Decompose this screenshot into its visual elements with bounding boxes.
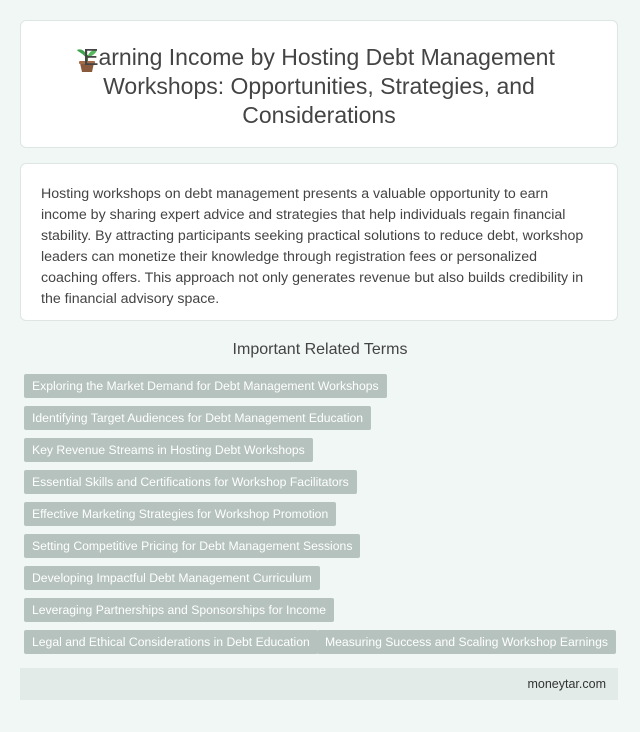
related-term-tag[interactable]: Exploring the Market Demand for Debt Management Workshops <box>24 374 387 398</box>
related-term-tag[interactable]: Identifying Target Audiences for Debt Management Education <box>24 406 371 430</box>
related-term-tag[interactable]: Legal and Ethical Considerations in Debt Education <box>24 630 318 654</box>
footer <box>20 668 618 700</box>
related-term-tag[interactable]: Key Revenue Streams in Hosting Debt Workshops <box>24 438 313 462</box>
page-title: Earning Income by Hosting Debt Management Workshops: Opportunities, Strategies, and Considerations <box>83 44 555 128</box>
title-card <box>20 20 618 148</box>
related-term-tag[interactable]: Measuring Success and Scaling Workshop Earnings <box>317 630 616 654</box>
related-term-tag[interactable]: Setting Competitive Pricing for Debt Management Sessions <box>24 534 360 558</box>
related-terms-heading: Important Related Terms <box>232 341 408 358</box>
related-term-tag[interactable]: Leveraging Partnerships and Sponsorships for Income <box>24 598 334 622</box>
related-term-tag[interactable]: Developing Impactful Debt Management Curriculum <box>24 566 320 590</box>
intro-text: Hosting workshops on debt management presents a valuable opportunity to earn income by sharing expert advice and strategies that help individuals regain financial stability. By attracting participants seeking practical solutions to reduce debt, workshop leaders can monetize their knowledge through registration fees or personalized coaching offers. This approach not only generates revenue but also builds credibility in the financial advisory space. <box>41 186 584 307</box>
footer-site-link[interactable]: moneytar.com <box>527 677 606 691</box>
related-term-tag[interactable]: Effective Marketing Strategies for Workshop Promotion <box>24 502 336 526</box>
related-term-tag[interactable]: Essential Skills and Certifications for Workshop Facilitators <box>24 470 357 494</box>
intro-card <box>20 163 618 321</box>
